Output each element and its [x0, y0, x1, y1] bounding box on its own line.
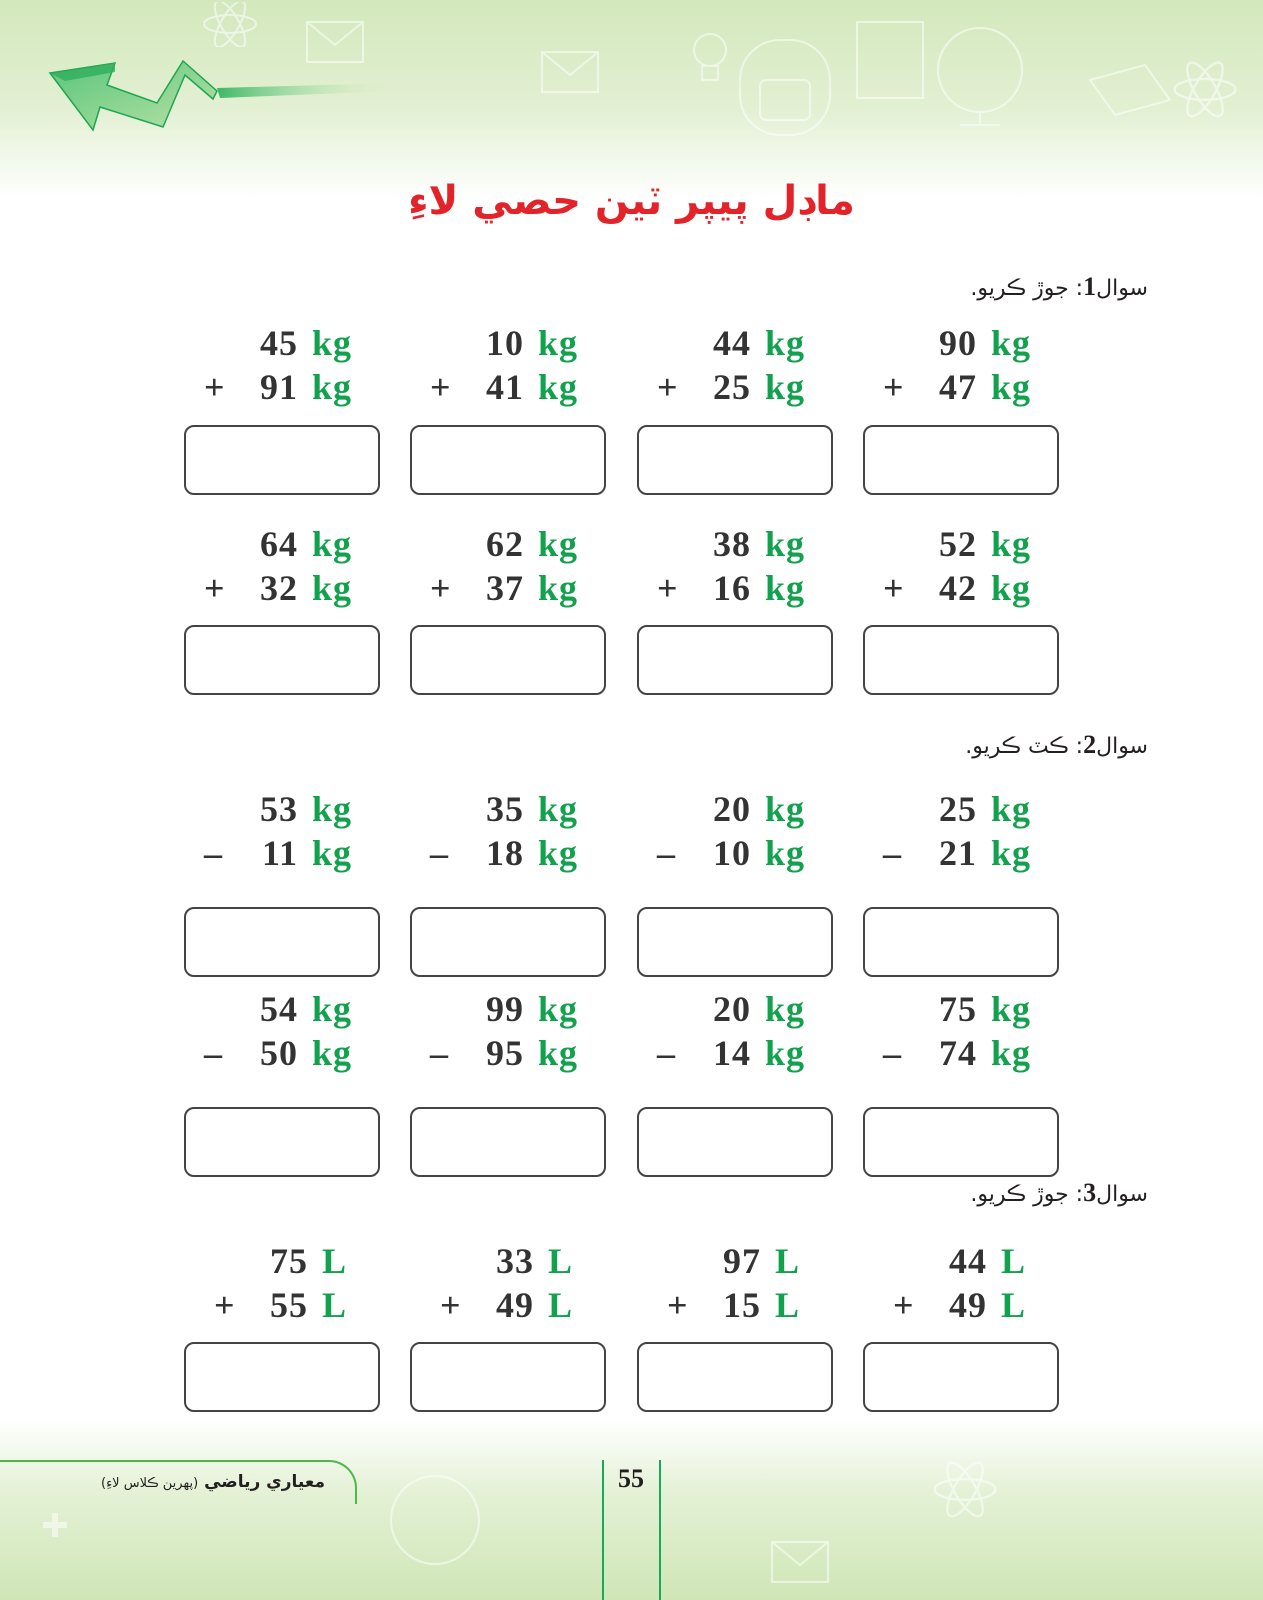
- bottom-number: 41: [486, 367, 524, 407]
- top-number: 90: [939, 323, 977, 363]
- question-number: 1: [1083, 272, 1097, 301]
- problem-top-line: [863, 988, 1059, 1032]
- operator: +: [657, 568, 679, 608]
- problem: [184, 988, 380, 1076]
- answer-box[interactable]: [863, 907, 1059, 977]
- operator: +: [204, 568, 226, 608]
- unit: kg: [312, 524, 353, 564]
- doodle-globe-icon: [930, 20, 1030, 130]
- top-number: 33: [496, 1241, 534, 1281]
- doodle-plus-icon: [40, 1510, 70, 1540]
- book-subtitle: (پهرين ڪلاس لاءِ): [101, 1476, 199, 1491]
- bottom-number: 47: [939, 367, 977, 407]
- unit: kg: [991, 568, 1032, 608]
- problem: [410, 988, 606, 1076]
- doodle-bulb-icon: [690, 30, 730, 90]
- green-arrow-icon: [45, 55, 405, 145]
- top-number: 99: [486, 989, 524, 1029]
- problem: [184, 322, 380, 410]
- problem-bottom-line: [863, 832, 1059, 876]
- unit: kg: [991, 989, 1032, 1029]
- doodle-atom-icon: [200, 2, 260, 47]
- problem-top-line: [637, 322, 833, 366]
- question-3-label: [970, 1178, 1148, 1208]
- problem-bottom-line: [863, 1284, 1059, 1328]
- question-number: 2: [1083, 730, 1097, 759]
- doodle-atom-icon: [1170, 60, 1240, 120]
- question-2-label: [965, 730, 1148, 760]
- bottom-number: 21: [939, 833, 977, 873]
- problem-top-line: [410, 1240, 606, 1284]
- problem-bottom-line: [410, 1032, 606, 1076]
- doodle-envelope-icon: [540, 50, 600, 95]
- problem: [184, 523, 380, 611]
- problem-top-line: [410, 788, 606, 832]
- unit: kg: [312, 568, 353, 608]
- top-number: 64: [260, 524, 298, 564]
- problem: [410, 1240, 606, 1328]
- answer-box[interactable]: [863, 625, 1059, 695]
- unit: kg: [765, 323, 806, 363]
- operator: –: [430, 833, 449, 873]
- answer-box[interactable]: [637, 1342, 833, 1412]
- footer-banner: [0, 1420, 1263, 1600]
- unit: kg: [538, 789, 579, 829]
- unit: kg: [991, 1033, 1032, 1073]
- unit: kg: [765, 568, 806, 608]
- unit: kg: [991, 524, 1032, 564]
- top-number: 35: [486, 789, 524, 829]
- question-instruction: : ڪٽ ڪريو.: [965, 734, 1084, 759]
- problem: [637, 523, 833, 611]
- operator: +: [657, 367, 679, 407]
- bottom-number: 10: [713, 833, 751, 873]
- operator: –: [883, 1033, 902, 1073]
- top-number: 53: [260, 789, 298, 829]
- unit: kg: [538, 568, 579, 608]
- bottom-number: 95: [486, 1033, 524, 1073]
- problem: [410, 322, 606, 410]
- top-number: 75: [270, 1241, 308, 1281]
- problem-top-line: [637, 788, 833, 832]
- problem-bottom-line: [637, 1032, 833, 1076]
- answer-box[interactable]: [410, 1342, 606, 1412]
- answer-box[interactable]: [863, 425, 1059, 495]
- question-prefix: سوال: [1096, 734, 1148, 759]
- answer-box[interactable]: [637, 425, 833, 495]
- doodle-backpack-icon: [730, 20, 840, 140]
- footer-book-tab: [0, 1460, 357, 1504]
- unit: kg: [765, 833, 806, 873]
- problem-bottom-line: [184, 1032, 380, 1076]
- problem-bottom-line: [863, 366, 1059, 410]
- doodle-notebook-icon: [855, 20, 925, 100]
- unit: kg: [765, 989, 806, 1029]
- problem-bottom-line: [184, 366, 380, 410]
- operator: +: [214, 1285, 236, 1325]
- answer-box[interactable]: [863, 1342, 1059, 1412]
- operator: –: [883, 833, 902, 873]
- unit: L: [548, 1241, 574, 1281]
- problem-bottom-line: [184, 567, 380, 611]
- operator: –: [657, 833, 676, 873]
- operator: +: [440, 1285, 462, 1325]
- operator: –: [430, 1033, 449, 1073]
- problem: [184, 788, 380, 876]
- unit: kg: [991, 833, 1032, 873]
- unit: kg: [991, 789, 1032, 829]
- problem-top-line: [184, 523, 380, 567]
- unit: kg: [312, 1033, 353, 1073]
- unit: kg: [538, 367, 579, 407]
- unit: kg: [765, 1033, 806, 1073]
- unit: L: [322, 1241, 348, 1281]
- answer-box[interactable]: [184, 1107, 380, 1177]
- operator: +: [667, 1285, 689, 1325]
- problem-bottom-line: [410, 567, 606, 611]
- top-number: 52: [939, 524, 977, 564]
- unit: kg: [765, 367, 806, 407]
- problem: [863, 1240, 1059, 1328]
- problem-top-line: [863, 1240, 1059, 1284]
- top-number: 75: [939, 989, 977, 1029]
- problem: [637, 1240, 833, 1328]
- bottom-number: 37: [486, 568, 524, 608]
- problem-bottom-line: [184, 832, 380, 876]
- problem: [637, 322, 833, 410]
- bottom-number: 91: [260, 367, 298, 407]
- doodle-atom-icon: [930, 1460, 1000, 1520]
- bottom-number: 15: [723, 1285, 761, 1325]
- answer-box[interactable]: [863, 1107, 1059, 1177]
- operator: +: [893, 1285, 915, 1325]
- top-number: 97: [723, 1241, 761, 1281]
- bottom-number: 55: [270, 1285, 308, 1325]
- bottom-number: 50: [260, 1033, 298, 1073]
- operator: –: [204, 833, 223, 873]
- unit: kg: [765, 524, 806, 564]
- problem: [410, 523, 606, 611]
- question-prefix: سوال: [1096, 276, 1148, 301]
- problem: [410, 788, 606, 876]
- unit: L: [1001, 1241, 1027, 1281]
- problem: [637, 988, 833, 1076]
- problem-bottom-line: [637, 832, 833, 876]
- doodle-book-icon: [1085, 60, 1175, 120]
- problem-top-line: [637, 523, 833, 567]
- answer-box[interactable]: [637, 1107, 833, 1177]
- problem-bottom-line: [410, 366, 606, 410]
- doodle-globe-icon: [385, 1470, 485, 1570]
- question-number: 3: [1083, 1178, 1097, 1207]
- operator: +: [430, 367, 452, 407]
- problem-top-line: [863, 322, 1059, 366]
- answer-box[interactable]: [410, 907, 606, 977]
- bottom-number: 49: [949, 1285, 987, 1325]
- problem: [184, 1240, 380, 1328]
- unit: kg: [312, 367, 353, 407]
- question-prefix: سوال: [1096, 1182, 1148, 1207]
- answer-box[interactable]: [410, 425, 606, 495]
- answer-box[interactable]: [184, 907, 380, 977]
- top-number: 38: [713, 524, 751, 564]
- unit: kg: [538, 323, 579, 363]
- bottom-number: 18: [486, 833, 524, 873]
- question-instruction: : جوڙ ڪريو.: [970, 276, 1084, 301]
- footer-book-title: [101, 1472, 325, 1492]
- bottom-number: 49: [496, 1285, 534, 1325]
- top-number: 25: [939, 789, 977, 829]
- bottom-number: 74: [939, 1033, 977, 1073]
- unit: kg: [312, 789, 353, 829]
- problem-top-line: [410, 988, 606, 1032]
- answer-box[interactable]: [410, 625, 606, 695]
- top-number: 44: [949, 1241, 987, 1281]
- unit: kg: [538, 524, 579, 564]
- problem-top-line: [637, 1240, 833, 1284]
- question-instruction: : جوڙ ڪريو.: [970, 1182, 1084, 1207]
- problem-top-line: [410, 322, 606, 366]
- top-number: 45: [260, 323, 298, 363]
- operator: +: [883, 568, 905, 608]
- problem-bottom-line: [863, 567, 1059, 611]
- unit: kg: [312, 323, 353, 363]
- top-number: 44: [713, 323, 751, 363]
- page-number: 55: [618, 1464, 644, 1493]
- unit: L: [775, 1285, 801, 1325]
- top-number: 54: [260, 989, 298, 1029]
- answer-box[interactable]: [637, 625, 833, 695]
- page-number-divider-right: [659, 1460, 661, 1600]
- bottom-number: 32: [260, 568, 298, 608]
- top-number: 20: [713, 989, 751, 1029]
- unit: L: [1001, 1285, 1027, 1325]
- operator: +: [430, 568, 452, 608]
- page-title: ماڊل پيپر ٽين حصي لاءِ: [408, 178, 855, 224]
- problem-bottom-line: [637, 366, 833, 410]
- problem: [863, 788, 1059, 876]
- unit: L: [548, 1285, 574, 1325]
- problem-bottom-line: [410, 832, 606, 876]
- problem-top-line: [863, 788, 1059, 832]
- problem-top-line: [410, 523, 606, 567]
- problem-top-line: [863, 523, 1059, 567]
- operator: +: [204, 367, 226, 407]
- book-title: معياري رياضي: [204, 1472, 325, 1492]
- unit: kg: [991, 367, 1032, 407]
- problem-bottom-line: [637, 1284, 833, 1328]
- unit: kg: [312, 989, 353, 1029]
- unit: kg: [765, 789, 806, 829]
- problem: [637, 788, 833, 876]
- problem-top-line: [637, 988, 833, 1032]
- bottom-number: 16: [713, 568, 751, 608]
- problem: [863, 523, 1059, 611]
- unit: kg: [991, 323, 1032, 363]
- bottom-number: 42: [939, 568, 977, 608]
- doodle-envelope-icon: [770, 1540, 830, 1585]
- unit: kg: [538, 833, 579, 873]
- page-number-divider-left: [602, 1460, 604, 1600]
- answer-box[interactable]: [184, 625, 380, 695]
- top-number: 10: [486, 323, 524, 363]
- problem-bottom-line: [863, 1032, 1059, 1076]
- problem-top-line: [184, 322, 380, 366]
- answer-box[interactable]: [410, 1107, 606, 1177]
- operator: –: [657, 1033, 676, 1073]
- top-number: 62: [486, 524, 524, 564]
- bottom-number: 14: [713, 1033, 751, 1073]
- problem-top-line: [184, 1240, 380, 1284]
- top-number: 20: [713, 789, 751, 829]
- bottom-number: 11: [261, 833, 298, 873]
- unit: L: [322, 1285, 348, 1325]
- question-1-label: [970, 272, 1148, 302]
- unit: kg: [538, 1033, 579, 1073]
- problem: [863, 322, 1059, 410]
- problem-bottom-line: [184, 1284, 380, 1328]
- problem-top-line: [184, 788, 380, 832]
- problem-top-line: [184, 988, 380, 1032]
- operator: +: [883, 367, 905, 407]
- unit: kg: [312, 833, 353, 873]
- answer-box[interactable]: [184, 1342, 380, 1412]
- problem: [863, 988, 1059, 1076]
- problem-bottom-line: [637, 567, 833, 611]
- answer-box[interactable]: [184, 425, 380, 495]
- answer-box[interactable]: [637, 907, 833, 977]
- bottom-number: 25: [713, 367, 751, 407]
- problem-bottom-line: [410, 1284, 606, 1328]
- operator: –: [204, 1033, 223, 1073]
- unit: kg: [538, 989, 579, 1029]
- unit: L: [775, 1241, 801, 1281]
